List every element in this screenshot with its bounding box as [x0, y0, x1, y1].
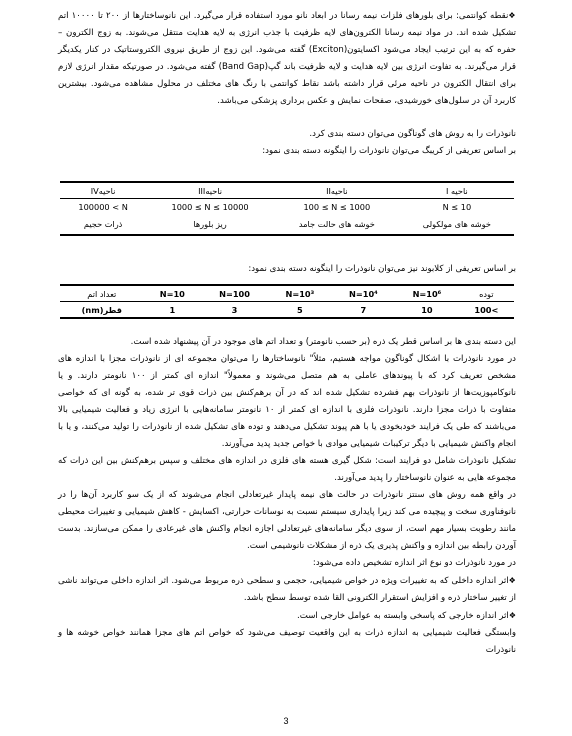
region-1-range: N ≤ 10	[442, 201, 472, 212]
region-3-range: 1000 ≤ N ≤ 10000	[171, 201, 249, 212]
atom-count-row	[60, 285, 514, 302]
diameter-row	[60, 302, 514, 319]
kreibig-intro-text: بر اساس تعریفی از کریبگ می‌توان نانوذرات را اینگونه دسته بندی نمود:	[262, 146, 516, 156]
diameter-1: 1	[169, 304, 176, 315]
synthesis-text: در واقع همه روش های سنتز نانوذرات در حالت های نیمه پایدار غیرتعادلی انجام می‌شوند که از یک سو کاربرد آن‌ها را در نانوفناوری سخت و پیچیده می کند زیرا پایداری سیستم نسبت به نوسانات حرارتی، اکسایش - کاهش شیمیایی و تغییرات محیطی مانند رطوبت بسیار مهم است، از سوی دیگر سامانه‌های غیرتعادلی اجازه انجام واکنش های غیرعادی را ممکن می‌سازند. بدست آوردن رابطه بین اندازه و واکنش پذیری یک ذره از مشکلات نانوشیمی است.	[58, 490, 516, 551]
diameter-label: قطر(nm)	[81, 304, 122, 315]
internal-size-effect-text: ❖ اثر اندازه داخلی که به تغییرات ویژه در خواص شیمیایی، حجمی و سطحی ذره مربوط می‌شود. اثر اندازه داخلی می‌تواند ناشی از تغییر ساختار ذره و افزایش استقرار الکترونی القا شده توسط سطح باشد.	[58, 572, 516, 607]
kreibig-range-row	[60, 199, 514, 215]
region-1-name: خوشه های مولکولی	[422, 219, 491, 229]
paragraph-classification-intro	[58, 126, 516, 160]
region-2-name: خوشه های حالت جامد	[298, 219, 375, 229]
external-size-effect-text: ❖ اثر اندازه خارجی که پاسخی وابسته به عوامل خارجی است.	[58, 607, 516, 625]
atoms-1e4: N=10⁴	[349, 288, 378, 299]
region-2-header: ناحیهII	[326, 185, 348, 196]
diameter-7: 7	[360, 304, 367, 315]
paragraph-quantum-dot	[58, 7, 516, 110]
diameter-3: 3	[231, 304, 238, 315]
classification-intro-text: نانوذرات را به روش های گوناگون می‌توان دسته بندی کرد.	[309, 129, 516, 139]
region-1-header: ناحیه I	[446, 185, 468, 196]
formation-text: تشکیل نانوذرات شامل دو فرایند است: شکل گیری هسته های فلزی در اندازه های مختلف و سپس برهم‌کنش بین این ذرات که مجموعه هایی به عنوان نانوساختار را پدید می‌آورند.	[58, 456, 516, 483]
page-number: 3	[283, 716, 289, 726]
kreibig-name-row	[60, 214, 514, 235]
diameter-5: 5	[297, 304, 303, 315]
region-4-range: 100000 < N	[78, 201, 128, 212]
kreibig-table	[60, 181, 514, 236]
atoms-1e3: N=10³	[285, 288, 315, 299]
region-3-header: ناحیهIII	[198, 185, 223, 196]
bulk-label: توده	[479, 288, 494, 299]
atoms-1e6: N=10⁶	[412, 288, 442, 299]
region-3-name: ریز بلورها	[193, 219, 227, 229]
atom-count-label: تعداد اتم	[87, 288, 117, 299]
kreibig-header-row	[60, 182, 514, 199]
atoms-100: N=100	[219, 288, 250, 299]
region-4-name: ذرات حجیم	[83, 219, 123, 229]
nanostructures-text: در مورد نانوذرات با اشکال گوناگون مواجه هستیم، مثلاً" نانوساختارها را می‌توان مجموعه ای از نانوذرات مجزا با اندازه های مشخص تعریف کرد که با پیوندهای عاملی به هم متصل می‌شوند و معمولاً" اندازه ای کمتر از ۱۰۰ نانومتر دارند. و یا نانوکامپوزیت‌ها از نانوذرات بهم فشرده تشکیل شده اند که در آن برهم‌کنش بین ذرات قوی تر شده، به گونه ای که خواصی متفاوت با ذرات مجزا دارند. نانوذرات فلزی با اندازه ای کمتر از ۱۰ نانومتر سامانه‌هایی با انرژی زیاد و فعالیت شیمیایی بالا می‌باشند که طی یک فرایند خودبخودی یا با هم پیوند تشکیل می‌دهند و توده های تشکیل شده از نانوذرات را تولید می‌کنند، و یا با انجام واکنش شیمیایی با دیگر ترکیبات شیمیایی موادی با خواص جدید پدید می‌آورند.	[58, 354, 517, 449]
paragraph-klabund-intro	[58, 261, 516, 278]
klabund-intro-text: بر اساس تعریفی از کلابوند نیز می‌توان نانوذرات را اینگونه دسته بندی نمود:	[248, 264, 516, 274]
classification-basis-text: این دسته بندی ها بر اساس قطر یک ذره (بر حسب نانومتر) و تعداد اتم های موجود در آن پیشنهاد شده است.	[130, 337, 516, 347]
atoms-10: N=10	[159, 288, 185, 299]
reactivity-text: وابستگی فعالیت شیمیایی به اندازه ذرات به این واقعیت توصیف می‌شود که خواص اتم های مجزا همانند خواص خوشه ها و نانوذرات	[58, 628, 516, 655]
bulk-diameter: 100<	[474, 304, 499, 315]
region-4-header: ناحیهIV	[90, 185, 116, 196]
klabund-table	[60, 284, 514, 319]
size-effect-intro-text: در مورد نانوذرات دو نوع اثر اندازه تشخیص داده می‌شود:	[312, 558, 516, 568]
quantum-dot-text: ❖ نقطه کوانتمی: برای بلورهای فلزات نیمه رسانا در ابعاد نانو مورد استفاده قرار می‌گیرد. این نانوساختارها از ۲۰۰ تا ۱۰۰۰۰ اتم تشکیل شده اند. در مواد نیمه رسانا الکترون‌های لایه ظرفیت با جذب انرژی به لایه هدایت منتقل می‌شوند. به زوج الکترون – حفره که به این ترتیب ایجاد می‌شود اکسایتون(Exciton) گفته می‌شود. این زوج از طریق نیروی الکتروستاتیک در کنار یکدیگر قرار می‌گیرند. به تفاوت انرژی بین لایه هدایت و لایه ظرفیت باند گپ(Band Gap) گفته می‌شود. در صورتیکه مقدار انرژی لازم برای انتقال الکترون در ناحیه مرئی قرار داشته باشد نقاط کوانتمی با رنگ های مختلف در محلول مشاهده می‌شود. بیشترین کاربرد آن در سلول‌های خورشیدی، صفحات نمایش و عکس برداری پزشکی می‌باشد.	[58, 7, 516, 110]
diameter-10: 10	[421, 304, 433, 315]
paragraph-body	[58, 334, 516, 659]
region-2-range: 100 ≤ N ≤ 1000	[303, 201, 371, 212]
